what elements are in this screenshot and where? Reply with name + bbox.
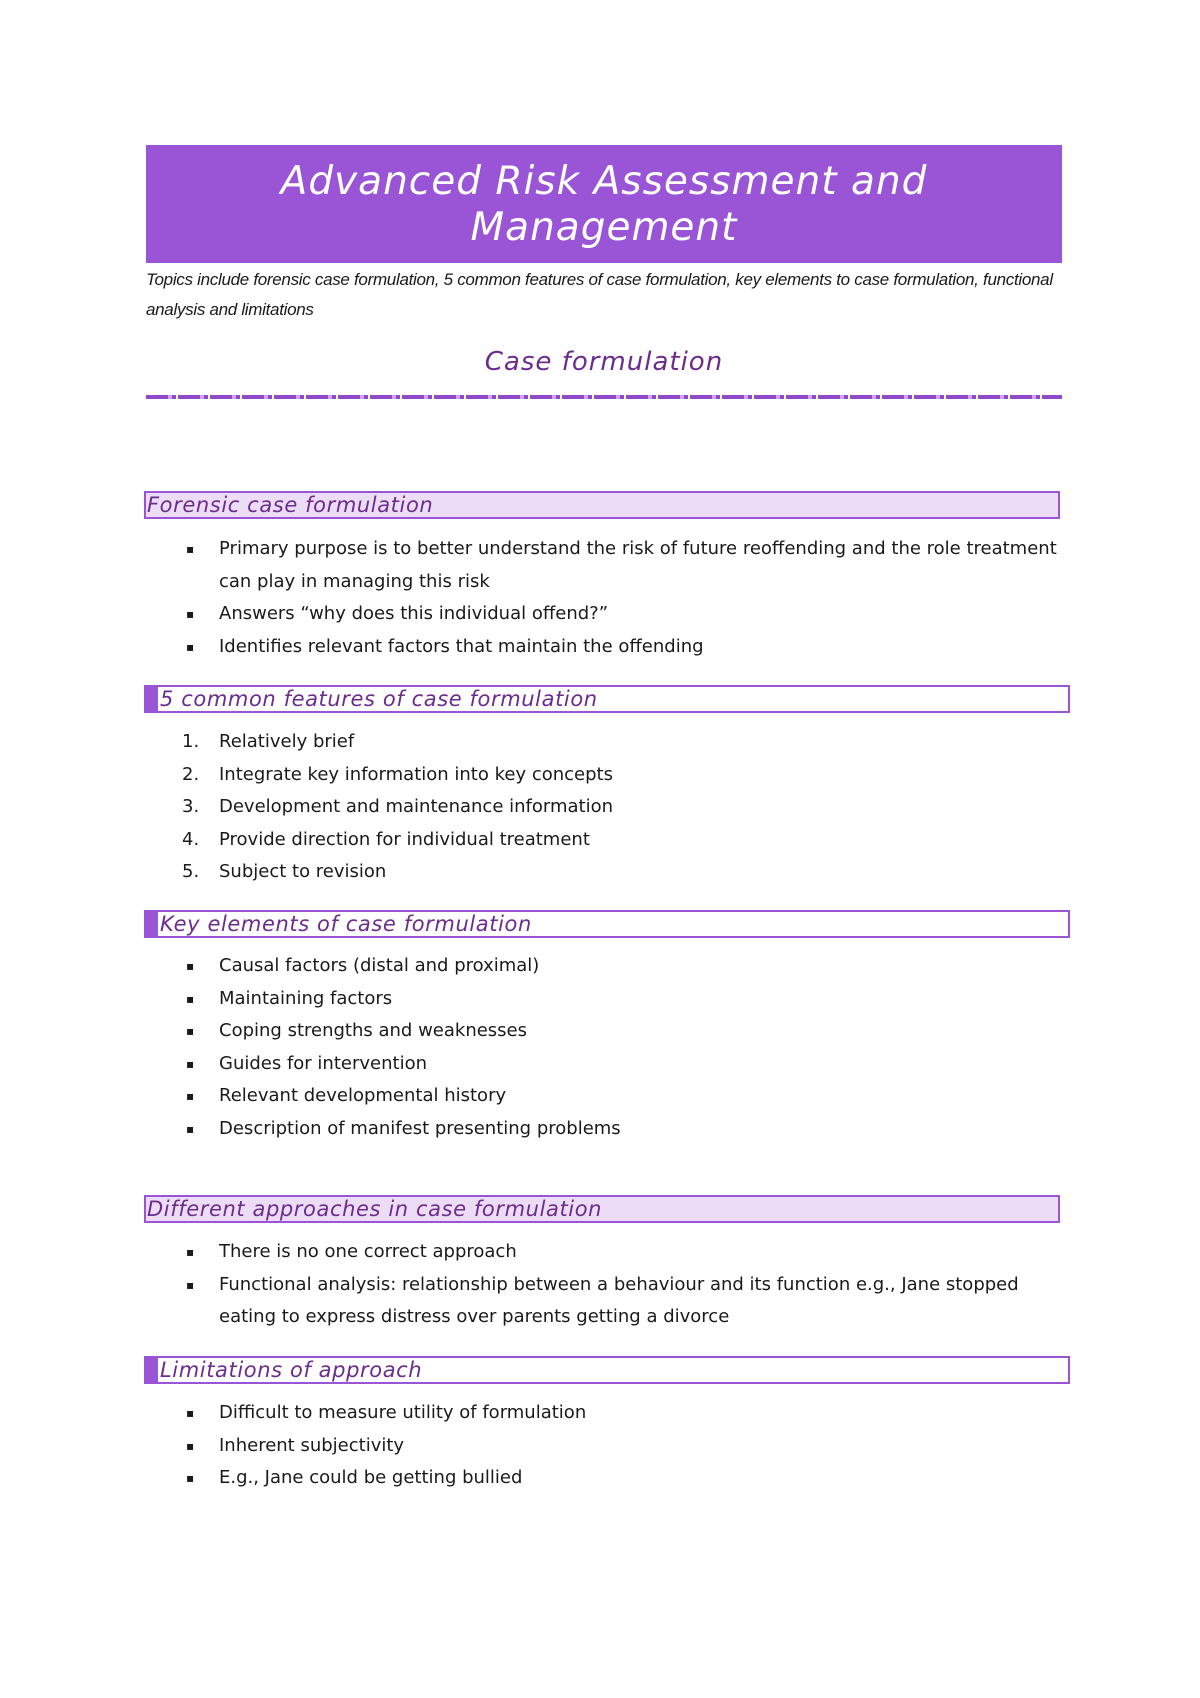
section-heading-forensic: Forensic case formulation [144,491,1060,519]
list-item: ▪ Relevant developmental history [146,1080,1076,1113]
bullet-icon: ▪ [186,1245,195,1259]
list-item: ▪ Causal factors (distal and proximal) [146,950,1076,983]
list-item: 5. Subject to revision [146,856,1076,889]
title-line-1: Advanced Risk Assessment and [280,159,928,204]
list-item: ▪ There is no one correct approach [146,1236,1076,1269]
list-number: 1. [182,731,200,752]
list-item: ▪ Identifies relevant factors that maintain the offending [146,631,1076,664]
list-item: ▪ Maintaining factors [146,983,1076,1016]
bullet-icon: ▪ [186,1056,195,1071]
bullet-icon: ▪ [186,1471,195,1485]
list-item: ▪ Difficult to measure utility of formulation [146,1397,1076,1430]
title-banner [146,145,1062,263]
list-item: ▪ Guides for intervention [146,1048,1076,1081]
list-number: 4. [182,828,200,850]
bullet-icon: ▪ [186,639,195,654]
title-line-2: Management [470,205,738,250]
list-item: 2. Integrate key information into key concepts [146,759,1076,792]
list-item: ▪ E.g., Jane could be getting bullied [146,1462,1076,1495]
list-number: 2. [182,763,200,785]
list-item: ▪ Primary purpose is to better understand the risk of future reoffending and the role treatment can play in managing this risk [146,533,1076,598]
list-item: 4. Provide direction for individual treatment [146,824,1076,857]
limitations-bullet-list [146,1397,1076,1495]
section-heading-common-features: 5 common features of case formulation [144,685,1070,713]
bullet-icon: ▪ [186,542,195,556]
section-heading-limitations: Limitations of approach [144,1356,1070,1384]
topics-subtitle: Topics include forensic case formulation, 5 common features of case formulation, key elements to case formulation, functional analysis and limitations [146,270,1053,319]
list-item: ▪ Description of manifest presenting problems [146,1113,1076,1146]
bullet-icon: ▪ [186,1438,195,1453]
list-item: ▪ Answers “why does this individual offend?” [146,598,1076,631]
bullet-icon: ▪ [186,1024,195,1038]
list-item: ▪ Inherent subjectivity [146,1430,1076,1463]
list-item: ▪ Coping strengths and weaknesses [146,1015,1076,1048]
dashed-divider [146,395,1062,399]
section-heading-different-approaches: Different approaches in case formulation [144,1195,1060,1223]
document-page [146,145,1062,399]
forensic-bullet-list [146,533,1076,663]
bullet-icon: ▪ [186,1089,195,1103]
case-formulation-title: Case formulation [484,347,724,377]
bullet-icon: ▪ [186,991,195,1006]
list-number: 3. [182,796,200,817]
bullet-icon: ▪ [186,1121,195,1136]
bullet-icon: ▪ [186,1406,195,1420]
common-features-numbered-list [146,726,1076,889]
different-approaches-bullet-list [146,1236,1076,1334]
key-elements-bullet-list [146,950,1076,1145]
bullet-icon: ▪ [186,607,195,621]
section-heading-key-elements: Key elements of case formulation [144,910,1070,938]
bullet-icon: ▪ [186,959,195,973]
list-number: 5. [182,861,200,882]
list-item: 3. Development and maintenance information [146,791,1076,824]
list-item: 1. Relatively brief [146,726,1076,759]
list-item: ▪ Functional analysis: relationship between a behaviour and its function e.g., Jane stopped eating to express distress over parents getting a divorce [146,1269,1076,1334]
bullet-icon: ▪ [186,1277,195,1292]
